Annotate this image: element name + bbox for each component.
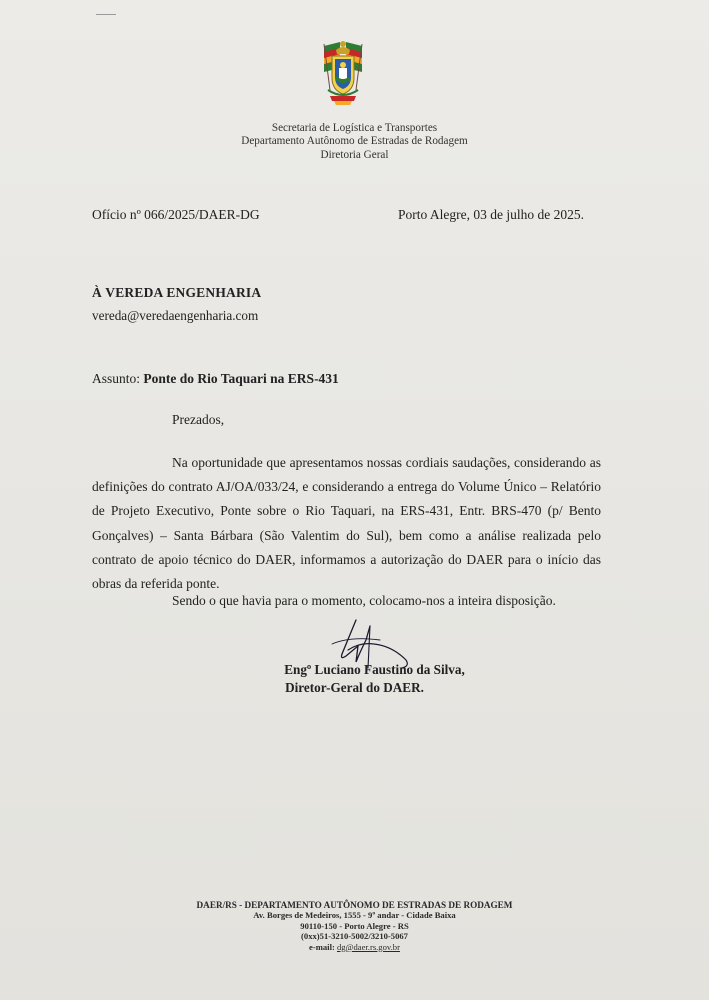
- letter-reference: Ofício nº 066/2025/DAER-DG: [92, 207, 260, 222]
- footer-email-label: e-mail:: [309, 941, 335, 952]
- page-footer: [0, 900, 709, 952]
- letterhead-departamento: Departamento Autônomo de Estradas de Rodagem: [241, 135, 468, 148]
- footer-email-line: [0, 942, 709, 952]
- letter-body: [92, 451, 601, 596]
- coat-of-arms-icon: [318, 38, 368, 108]
- signer-block: [0, 661, 709, 697]
- footer-phone: (0xx)51-3210-5002/3210-5067: [301, 931, 408, 942]
- recipient-name: À VEREDA ENGENHARIA: [92, 285, 262, 300]
- subject-text: Ponte do Rio Taquari na ERS-431: [143, 371, 339, 386]
- signer-name: Engº Luciano Faustino da Silva,: [284, 662, 465, 677]
- letterhead: [0, 122, 709, 162]
- letter-subject: [92, 371, 339, 387]
- footer-cep: 90110-150 - Porto Alegre - RS: [300, 920, 409, 931]
- signer-title: Diretor-Geral do DAER.: [285, 680, 424, 695]
- footer-email-link[interactable]: dg@daer.rs.gov.br: [336, 941, 400, 952]
- body-paragraph: Na oportunidade que apresentamos nossas cordiais saudações, considerando as definições do contrato AJ/OA/033/24, e considerando a entrega do Volume Único – Relatório de Projeto Executivo, Ponte sobre o Rio Taquari, na ERS-431, Entr. BRS-470 (p/ Bento Gonçalves) – Santa Bárbara (São Valentim do Sul), bem como a análise realizada pelo contrato de apoio técnico do DAER, informamos a autorização do DAER para o início das obras da referida ponte.: [92, 455, 601, 592]
- subject-label: Assunto:: [92, 371, 141, 386]
- letter-closing: Sendo o que havia para o momento, colocamo-nos a inteira disposição.: [172, 593, 556, 608]
- letter-date: Porto Alegre, 03 de julho de 2025.: [398, 207, 584, 222]
- letterhead-secretaria: Secretaria de Logística e Transportes: [271, 122, 438, 134]
- footer-org: DAER/RS - DEPARTAMENTO AUTÔNOMO DE ESTRADAS DE RODAGEM: [196, 900, 513, 910]
- footer-address: Av. Borges de Medeiros, 1555 - 9º andar - Cidade Baixa: [253, 910, 456, 921]
- letterhead-diretoria: Diretoria Geral: [320, 148, 389, 161]
- page-corner-mark: [96, 14, 116, 15]
- recipient-email: vereda@veredaengenharia.com: [92, 308, 259, 323]
- letter-greeting: Prezados,: [172, 412, 225, 427]
